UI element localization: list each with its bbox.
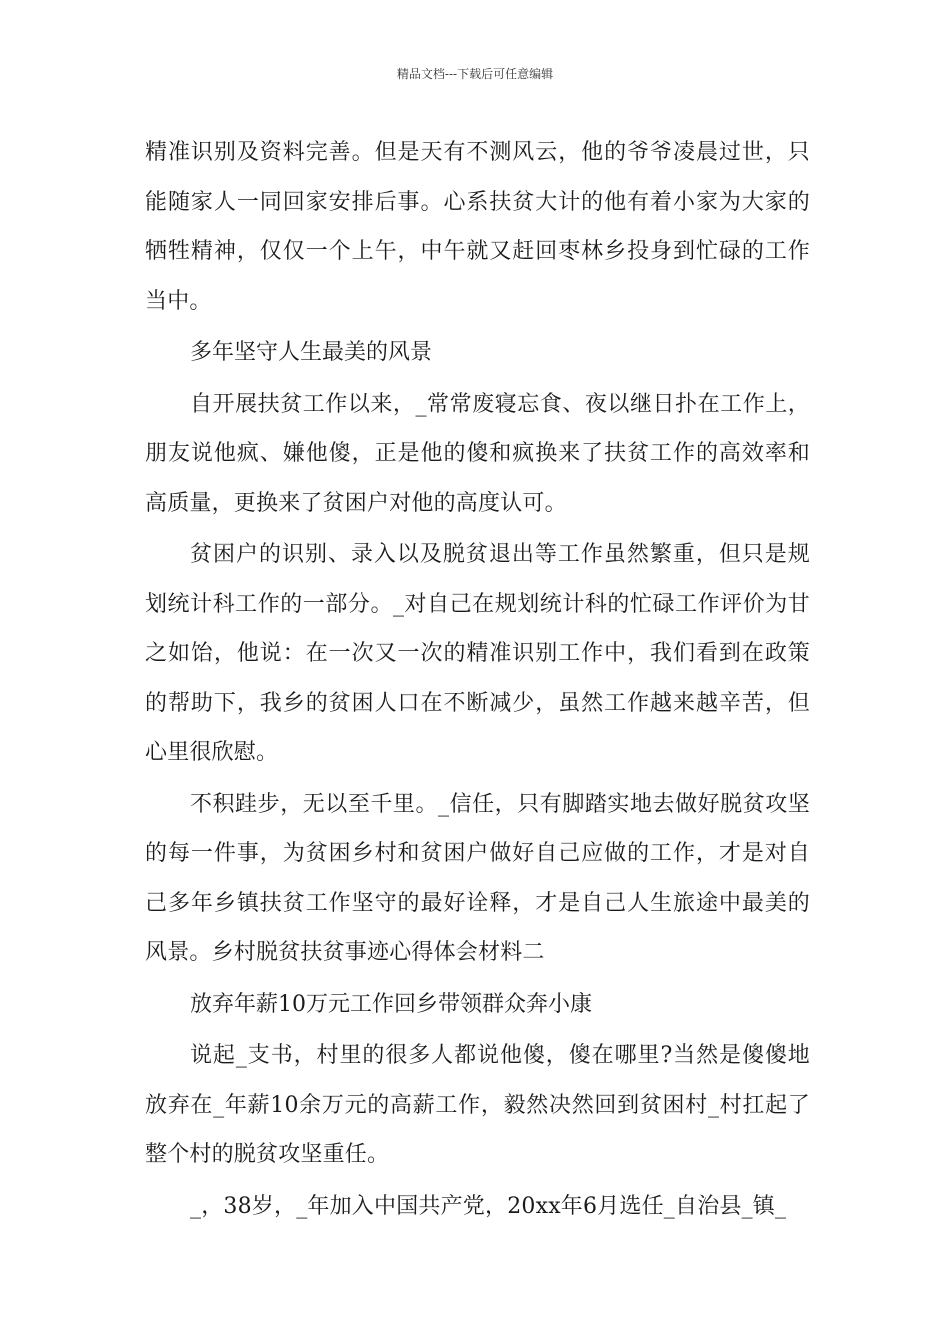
paragraph-5: 说起_支书，村里的很多人都说他傻，傻在哪里?当然是傻傻地放弃在_年薪10余万元的高薪工作，毅然决然回到贫困村_村扛起了整个村的脱贫攻坚重任。 [145, 1043, 810, 1167]
paragraph-3: 贫困户的识别、录入以及脱贫退出等工作虽然繁重，但只是规划统计科工作的一部分。_对自己在规划统计科的忙碌工作评价为甘之如饴，他说：在一次又一次的精准识别工作中，我们看到在政策的帮助下，我乡的贫困人口在不断减少，虽然工作越来越辛苦，但心里很欣慰。 [145, 542, 810, 765]
page-header: 精品文档---下载后可任意编辑 [396, 67, 554, 81]
section-heading-1: 多年坚守人生最美的风景 [190, 340, 433, 365]
section-heading-2: 放弃年薪10万元工作回乡带领群众奔小康 [190, 991, 592, 1017]
paragraph-6: _，38岁，_年加入中国共产党，20xx年6月选任_自治县_镇_ [190, 1193, 787, 1219]
document-body [145, 128, 810, 1233]
paragraph-1: 精准识别及资料完善。但是天有不测风云，他的爷爷凌晨过世，只能随家人一同回家安排后事。心系扶贫大计的他有着小家为大家的牺牲精神，仅仅一个上午，中午就又赶回枣林乡投身到忙碌的工作当中。 [145, 140, 810, 314]
paragraph-4: 不积跬步，无以至千里。_信任，只有脚踏实地去做好脱贫攻坚的每一件事，为贫困乡村和贫困户做好自己应做的工作，才是对自己多年乡镇扶贫工作坚守的最好诠释，才是自己人生旅途中最美的风景。乡村脱贫扶贫事迹心得体会材料二 [145, 791, 810, 965]
paragraph-2: 自开展扶贫工作以来，_常常废寝忘食、夜以继日扑在工作上，朋友说他疯、嫌他傻，正是他的傻和疯换来了扶贫工作的高效率和高质量，更换来了贫困户对他的高度认可。 [145, 391, 810, 516]
